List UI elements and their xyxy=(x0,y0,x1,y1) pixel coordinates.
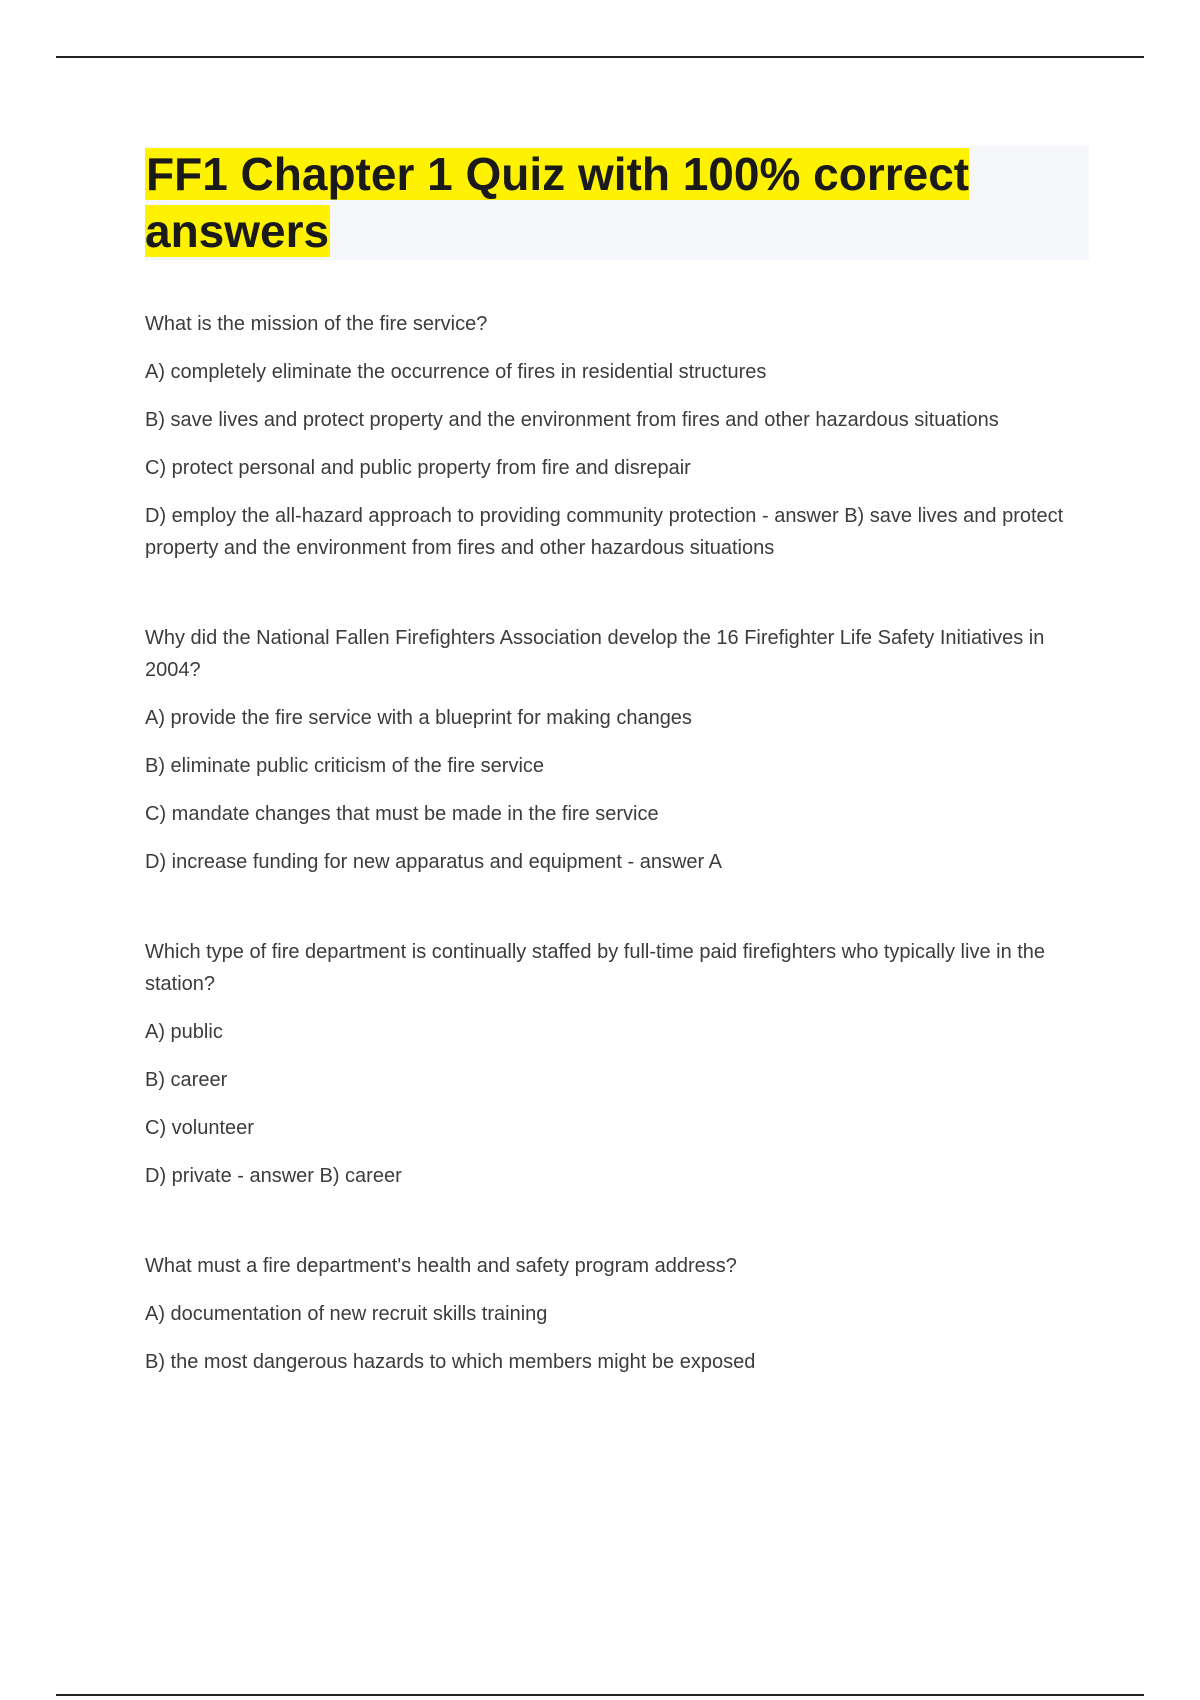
question-text: Which type of fire department is continually staffed by full-time paid firefighters who typically live in the station? xyxy=(145,941,1046,995)
answer-option: D) employ the all-hazard approach to providing community protection - answer B) save lives and protect property and the environment from fires and other hazardous situations xyxy=(145,505,1064,559)
answer-option: B) the most dangerous hazards to which members might be exposed xyxy=(145,1351,756,1373)
answer-option: B) save lives and protect property and the environment from fires and other hazardous situations xyxy=(145,409,999,431)
answer-option: A) completely eliminate the occurrence of fires in residential structures xyxy=(145,361,767,383)
answer-option: D) increase funding for new apparatus and equipment - answer A xyxy=(145,851,723,873)
question-block xyxy=(145,622,1089,878)
question-text: Why did the National Fallen Firefighters Association develop the 16 Firefighter Life Safety Initiatives in 2004? xyxy=(145,627,1045,681)
answer-option: A) documentation of new recruit skills training xyxy=(145,1303,548,1325)
document-body xyxy=(145,146,1089,1436)
answer-option: D) private - answer B) career xyxy=(145,1165,402,1187)
question-block xyxy=(145,936,1089,1192)
question-block xyxy=(145,1250,1089,1378)
answer-option: C) protect personal and public property from fire and disrepair xyxy=(145,457,691,479)
answer-option: C) mandate changes that must be made in the fire service xyxy=(145,803,659,825)
answer-option: A) provide the fire service with a blueprint for making changes xyxy=(145,707,692,729)
top-rule xyxy=(56,56,1144,58)
question-block xyxy=(145,308,1089,564)
title-block xyxy=(145,146,1089,260)
answer-option: A) public xyxy=(145,1021,223,1043)
question-list xyxy=(145,308,1089,1378)
answer-option: B) career xyxy=(145,1069,228,1091)
document-title xyxy=(145,146,1089,260)
answer-option: C) volunteer xyxy=(145,1117,254,1139)
answer-option: B) eliminate public criticism of the fire service xyxy=(145,755,545,777)
question-text: What is the mission of the fire service? xyxy=(145,313,488,335)
bottom-rule xyxy=(56,1694,1144,1696)
highlighted-title: FF1 Chapter 1 Quiz with 100% correct answers xyxy=(145,148,970,257)
question-text: What must a fire department's health and safety program address? xyxy=(145,1255,737,1277)
